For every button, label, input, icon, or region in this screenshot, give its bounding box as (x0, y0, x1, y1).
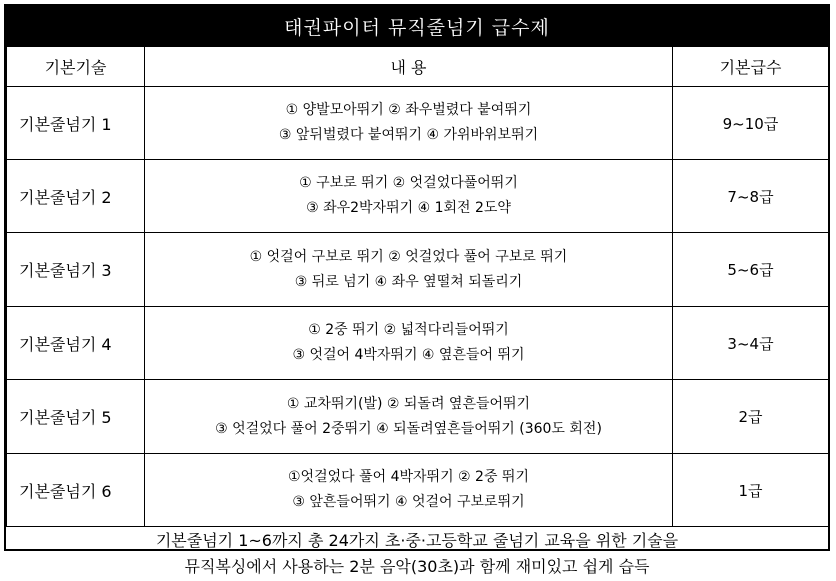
grade-cell: 7~8급 (673, 160, 829, 233)
table-row (7, 160, 829, 233)
content-line: ① 구보로 뛰기 ② 엇걸었다풀어뛰기 (299, 175, 518, 191)
level-cell: 기본줄넘기 1 (7, 87, 145, 160)
grade-cell: 1급 (673, 454, 829, 527)
content-cell (145, 307, 673, 380)
content-line: ③ 엇걸었다 풀어 2중뛰기 ④ 되돌려옆흔들어뛰기 (360도 회전) (215, 420, 602, 437)
table-row (7, 454, 829, 527)
footer-line: 기본줄넘기 1~6까지 총 24가지 초·중·고등학교 줄넘기 교육을 위한 기술을 (155, 531, 679, 550)
level-cell: 기본줄넘기 2 (7, 160, 145, 233)
footer-note (6, 527, 828, 581)
header-content: 내 용 (145, 47, 673, 87)
level-cell: 기본줄넘기 5 (7, 380, 145, 454)
content-line: ① 교차뛰기(발) ② 되돌려 옆흔들어뛰기 (286, 395, 531, 412)
grade-table (6, 46, 829, 527)
table-row (7, 307, 829, 380)
header-grade: 기본급수 (673, 47, 829, 87)
content-line: ③ 뒤로 넘기 ④ 좌우 옆떨쳐 되돌리기 (294, 273, 523, 290)
content-line: ③ 엇걸어 4박자뛰기 ④ 옆흔들어 뛰기 (292, 347, 525, 363)
table-row (7, 380, 829, 454)
grade-cell: 5~6급 (673, 233, 829, 307)
content-line: ① 양발모아뛰기 ② 좌우벌렸다 붙여뛰기 (285, 102, 532, 118)
grade-table-container (4, 4, 830, 576)
grade-cell: 3~4급 (673, 307, 829, 380)
level-cell: 기본줄넘기 4 (7, 307, 145, 380)
table-title: 태권파이터 뮤직줄넘기 급수제 (6, 6, 828, 46)
content-cell (145, 233, 673, 307)
content-line: ③ 앞흔들어뛰기 ④ 엇걸어 구보로뛰기 (292, 494, 525, 510)
header-level: 기본기술 (7, 47, 145, 87)
content-line: ③ 앞뒤벌렸다 붙여뛰기 ④ 가위바위보뛰기 (278, 127, 539, 143)
table-row (7, 233, 829, 307)
content-cell (145, 380, 673, 454)
content-cell (145, 87, 673, 160)
content-line: ① 엇걸어 구보로 뛰기 ② 엇걸었다 풀어 구보로 뛰기 (249, 248, 568, 265)
level-cell: 기본줄넘기 6 (7, 454, 145, 527)
content-cell (145, 160, 673, 233)
grade-cell: 9~10급 (673, 87, 829, 160)
content-cell (145, 454, 673, 527)
footer-line: 뮤직복싱에서 사용하는 2분 음악(30초)과 함께 재미있고 쉽게 습득 (184, 557, 650, 576)
content-line: ③ 좌우2박자뛰기 ④ 1회전 2도약 (306, 200, 511, 216)
table-row (7, 87, 829, 160)
level-cell: 기본줄넘기 3 (7, 233, 145, 307)
content-line: ① 2중 뛰기 ② 넓적다리들어뛰기 (308, 322, 509, 338)
header-row (7, 47, 829, 87)
grade-cell: 2급 (673, 380, 829, 454)
content-line: ①엇걸었다 풀어 4박자뛰기 ② 2중 뛰기 (288, 469, 529, 485)
